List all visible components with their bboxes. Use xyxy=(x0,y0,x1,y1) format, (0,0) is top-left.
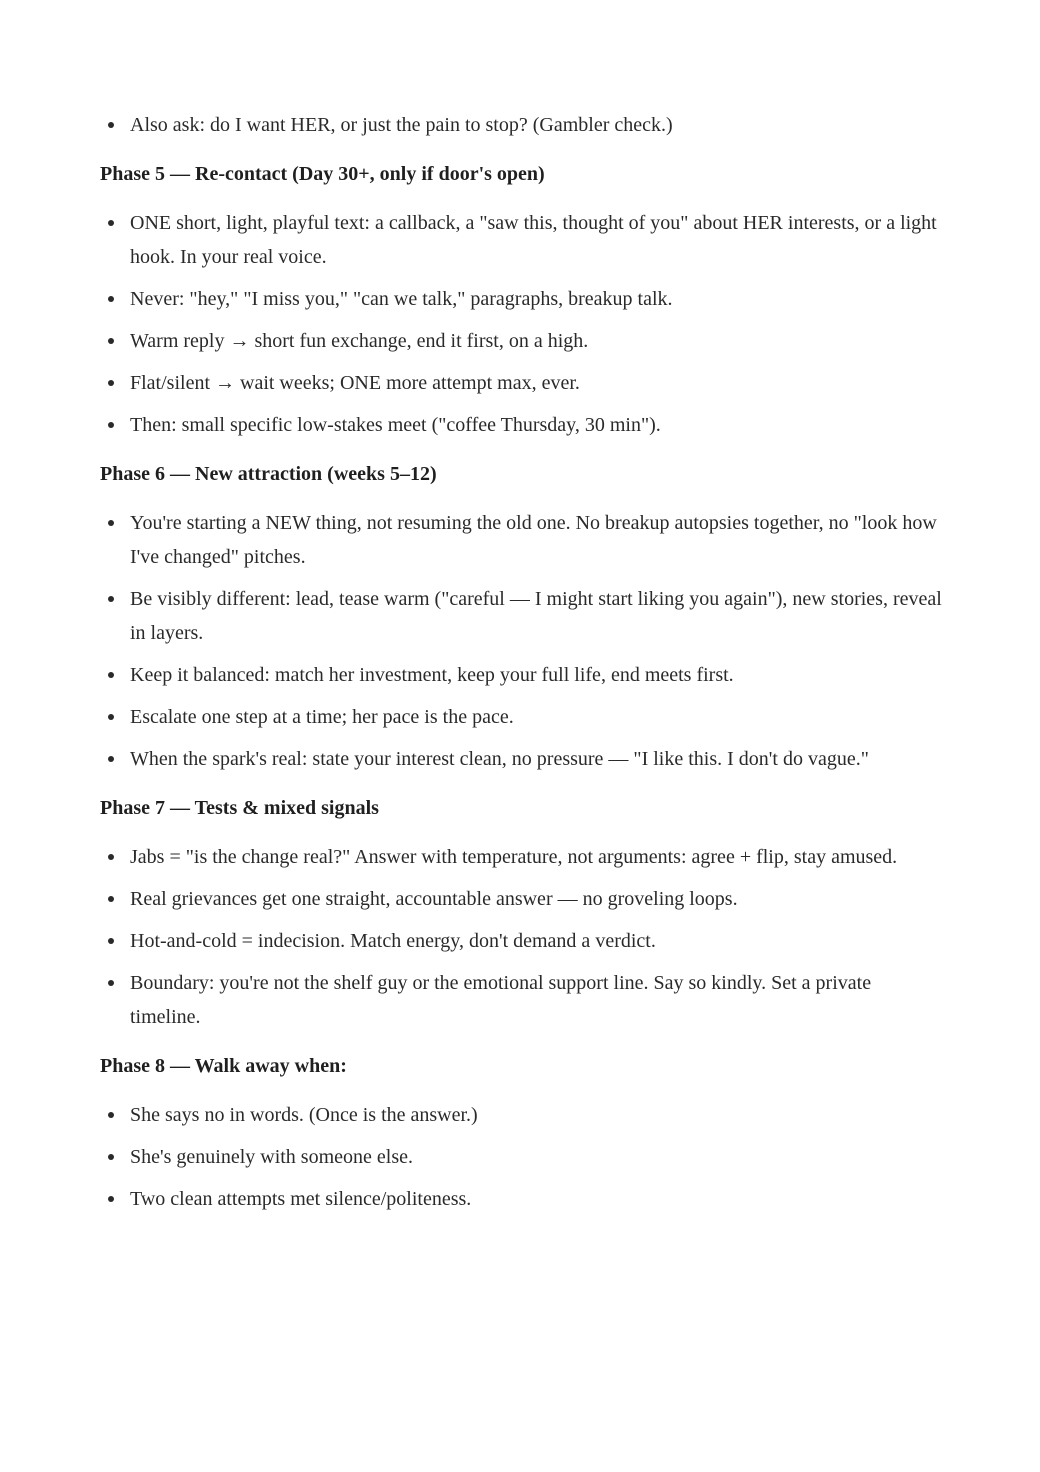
list-item xyxy=(100,742,945,776)
list-item-text: Also ask: do I want HER, or just the pain to stop? (Gambler check.) xyxy=(130,114,673,136)
section-phase-8 xyxy=(100,1050,945,1216)
list-item-text: Then: small specific low-stakes meet ("coffee Thursday, 30 min"). xyxy=(130,414,661,436)
bullet-list xyxy=(100,506,945,776)
bullet-icon xyxy=(108,854,114,860)
bullet-list xyxy=(100,206,945,442)
list-item-text: Hot-and-cold = indecision. Match energy, don't demand a verdict. xyxy=(130,930,656,952)
list-item xyxy=(100,108,945,142)
list-item xyxy=(100,366,945,400)
section-phase-5 xyxy=(100,158,945,442)
list-item xyxy=(100,206,945,274)
bullet-icon xyxy=(108,980,114,986)
bullet-icon xyxy=(108,220,114,226)
section-heading: Phase 7 — Tests & mixed signals xyxy=(100,797,379,819)
section-heading: Phase 8 — Walk away when: xyxy=(100,1055,347,1077)
bullet-icon xyxy=(108,422,114,428)
section-heading: Phase 6 — New attraction (weeks 5–12) xyxy=(100,463,437,485)
bullet-icon xyxy=(108,296,114,302)
list-item xyxy=(100,658,945,692)
bullet-icon xyxy=(108,756,114,762)
list-item xyxy=(100,840,945,874)
list-item-text: She says no in words. (Once is the answer.) xyxy=(130,1104,478,1126)
list-item-text: Boundary: you're not the shelf guy or the emotional support line. Say so kindly. Set a private timeline. xyxy=(130,972,872,1028)
bullet-icon xyxy=(108,672,114,678)
list-item xyxy=(100,1098,945,1132)
list-item-text: Flat/silent → wait weeks; ONE more attempt max, ever. xyxy=(130,372,580,394)
list-item xyxy=(100,1140,945,1174)
list-item xyxy=(100,324,945,358)
list-item-text: Two clean attempts met silence/politeness. xyxy=(130,1188,472,1210)
list-item-text: Real grievances get one straight, accountable answer — no groveling loops. xyxy=(130,888,738,910)
bullet-icon xyxy=(108,938,114,944)
bullet-icon xyxy=(108,596,114,602)
section-phase-7 xyxy=(100,792,945,1034)
section-phase-6 xyxy=(100,458,945,776)
bullet-list xyxy=(100,840,945,1034)
bullet-icon xyxy=(108,380,114,386)
list-item-text: Be visibly different: lead, tease warm ("careful — I might start liking you again"), new stories, reveal in layers. xyxy=(130,588,942,644)
intro-list xyxy=(100,108,945,142)
list-item xyxy=(100,408,945,442)
list-item xyxy=(100,1182,945,1216)
list-item xyxy=(100,924,945,958)
list-item-text: ONE short, light, playful text: a callback, a "saw this, thought of you" about HER interests, or a light hook. In your real voice. xyxy=(130,212,937,268)
bullet-list xyxy=(100,1098,945,1216)
list-item xyxy=(100,882,945,916)
list-item-text: She's genuinely with someone else. xyxy=(130,1146,413,1168)
bullet-icon xyxy=(108,1112,114,1118)
list-item-text: Never: "hey," "I miss you," "can we talk," paragraphs, breakup talk. xyxy=(130,288,673,310)
bullet-icon xyxy=(108,122,114,128)
list-item xyxy=(100,582,945,650)
list-item xyxy=(100,506,945,574)
list-item-text: Jabs = "is the change real?" Answer with temperature, not arguments: agree + flip, stay amused. xyxy=(130,846,898,868)
bullet-icon xyxy=(108,1196,114,1202)
section-heading: Phase 5 — Re-contact (Day 30+, only if door's open) xyxy=(100,163,545,185)
bullet-icon xyxy=(108,896,114,902)
list-item-text: Warm reply → short fun exchange, end it first, on a high. xyxy=(130,330,589,352)
list-item xyxy=(100,700,945,734)
bullet-icon xyxy=(108,338,114,344)
document-content xyxy=(100,108,945,1232)
list-item xyxy=(100,966,945,1034)
list-item-text: Escalate one step at a time; her pace is the pace. xyxy=(130,706,514,728)
list-item-text: You're starting a NEW thing, not resuming the old one. No breakup autopsies together, no "look how I've changed" pitches. xyxy=(130,512,937,568)
list-item-text: Keep it balanced: match her investment, keep your full life, end meets first. xyxy=(130,664,734,686)
bullet-icon xyxy=(108,714,114,720)
bullet-icon xyxy=(108,520,114,526)
list-item xyxy=(100,282,945,316)
list-item-text: When the spark's real: state your interest clean, no pressure — "I like this. I don't do vague." xyxy=(130,748,869,770)
bullet-icon xyxy=(108,1154,114,1160)
